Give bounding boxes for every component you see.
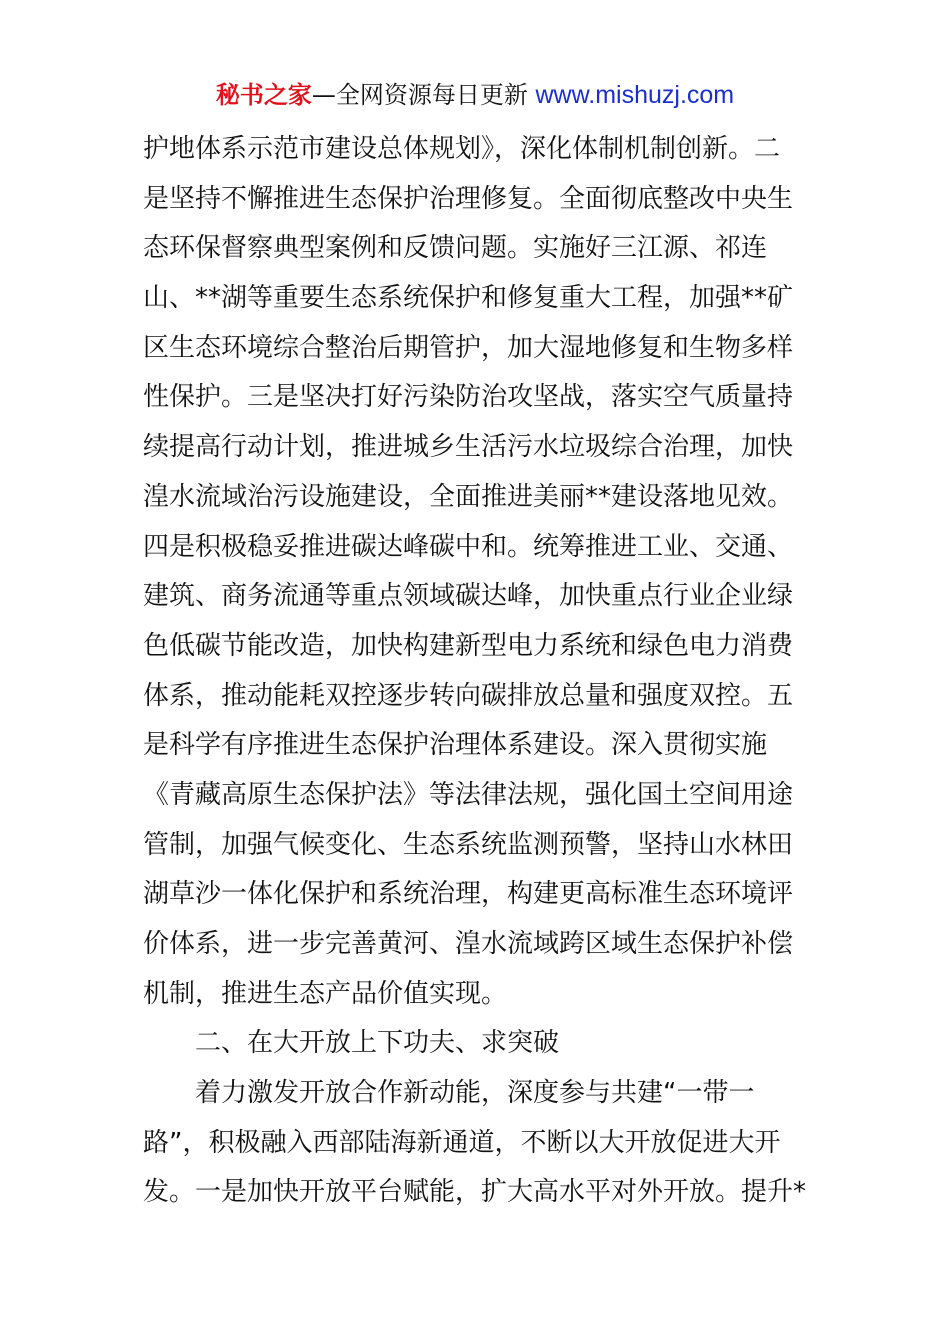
paragraph-line: 体系，推动能耗双控逐步转向碳排放总量和强度双控。五	[143, 680, 794, 711]
paragraph-line: 性保护。三是坚决打好污染防治攻坚战，落实空气质量持	[143, 382, 794, 413]
paragraph-line: 四是积极稳妥推进碳达峰碳中和。统筹推进工业、交通、	[143, 531, 794, 562]
brand-name: 秘书之家	[215, 81, 312, 109]
paragraph-line: 建筑、商务流通等重点领域碳达峰，加快重点行业企业绿	[143, 581, 794, 612]
paragraph-line: 是科学有序推进生态保护治理体系建设。深入贯彻实施	[143, 730, 768, 761]
website-link[interactable]: www.mishuzj.com	[535, 81, 735, 109]
page-header	[0, 78, 950, 112]
document-body	[143, 125, 823, 1218]
paragraph-line: 色低碳节能改造，加快构建新型电力系统和绿色电力消费	[143, 630, 794, 661]
paragraph-line: 护地体系示范市建设总体规划》，深化体制机制创新。二	[143, 134, 781, 164]
paragraph-line: 机制，推进生态产品价值实现。	[143, 978, 508, 1009]
paragraph-line: 区生态环境综合整治后期管护，加大湿地修复和生物多样	[143, 332, 794, 363]
paragraph-line: 发。一是加快开放平台赋能，扩大高水平对外开放。提升*	[143, 1177, 807, 1208]
paragraph-line: 管制，加强气候变化、生态系统监测预警，坚持山水林田	[143, 829, 794, 860]
paragraph-line: 态环保督察典型案例和反馈问题。实施好三江源、祁连	[143, 233, 768, 264]
paragraph-line: 《青藏高原生态保护法》等法律法规，强化国土空间用途	[143, 779, 794, 810]
paragraph-line: 着力激发开放合作新动能，深度参与共建“一带一	[195, 1078, 755, 1109]
paragraph-line: 路”，积极融入西部陆海新通道，不断以大开放促进大开	[143, 1127, 781, 1158]
header-tagline: —全网资源每日更新	[311, 81, 528, 109]
paragraph-line: 是坚持不懈推进生态保护治理修复。全面彻底整改中央生	[143, 183, 794, 214]
paragraph-line: 价体系，进一步完善黄河、湟水流域跨区域生态保护补偿	[143, 929, 794, 959]
paragraph-line: 湟水流域治污设施建设，全面推进美丽**建设落地见效。	[143, 481, 794, 512]
paragraph-line: 湖草沙一体化保护和系统治理，构建更高标准生态环境评	[143, 879, 794, 910]
section-heading: 二、在大开放上下功夫、求突破	[195, 1028, 560, 1059]
paragraph-line: 续提高行动计划，推进城乡生活污水垃圾综合治理，加快	[143, 432, 794, 463]
paragraph-line: 山、**湖等重要生态系统保护和修复重大工程，加强**矿	[143, 283, 794, 314]
